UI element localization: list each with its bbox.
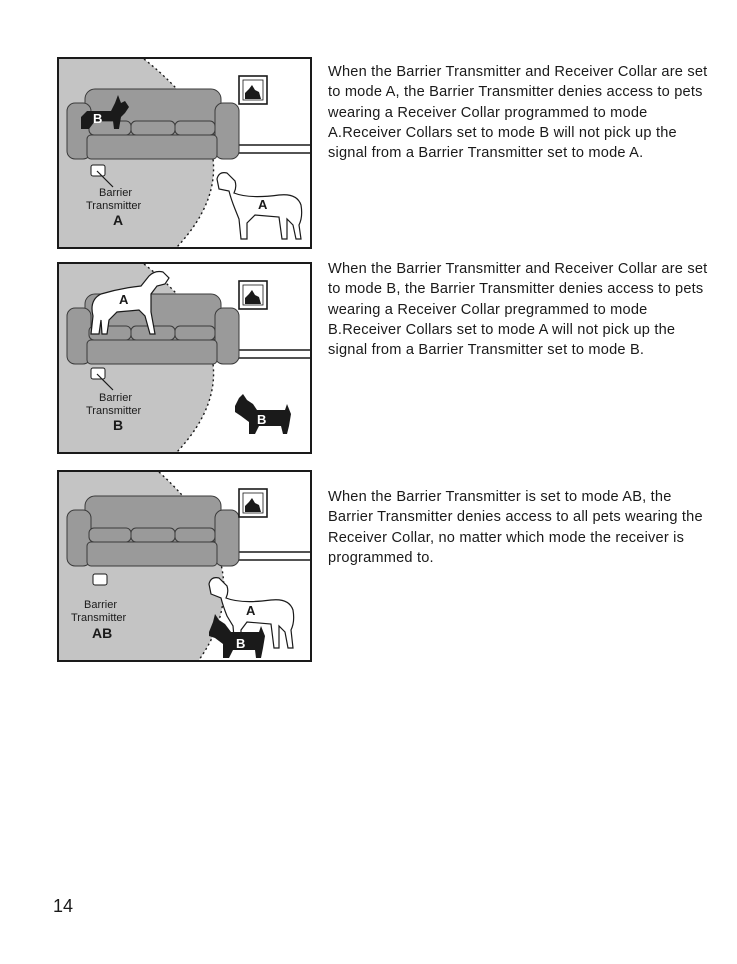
transmitter-label-line1: Barrier	[99, 187, 133, 199]
barrier-transmitter	[93, 574, 107, 585]
mode-ab-scene	[59, 472, 310, 660]
sofa	[67, 496, 239, 566]
mode-a-scene	[59, 59, 310, 247]
dog-outside	[235, 394, 291, 434]
dog-on-sofa-mode: B	[93, 111, 103, 126]
illustration-mode-ab	[57, 470, 312, 662]
illustration-mode-b	[57, 262, 312, 454]
mode-b-description: When the Barrier Transmitter and Receiver Collar are set to mode B, the Barrier Transmitter denies access to pets wearing a Receiver Collar pregrammed to mode B.Receiver Collars set to mode A will not pick up the signal from a Barrier Transmitter set to mode B.	[328, 261, 708, 359]
transmitter-mode: AB	[92, 625, 113, 641]
mode-b-scene	[59, 264, 310, 452]
transmitter-label-line2: Transmitter	[86, 405, 142, 417]
dog-small-mode: B	[236, 636, 246, 651]
transmitter-label-line2: Transmitter	[71, 612, 127, 624]
transmitter-label-line1: Barrier	[84, 599, 118, 611]
wall-picture	[239, 281, 267, 309]
dog-outside-mode: B	[257, 412, 267, 427]
transmitter-label-line2: Transmitter	[86, 200, 142, 212]
dog-outside	[217, 173, 302, 239]
dog-large-mode: A	[246, 603, 256, 618]
transmitter-label-line1: Barrier	[99, 392, 133, 404]
wall-picture	[239, 76, 267, 104]
mode-a-description: When the Barrier Transmitter and Receiver Collar are set to mode A, the Barrier Transmitter denies access to pets wearing a Receiver Collar programmed to mode A.Receiver Collars set to mode B will not pick up the signal from a Barrier Transmitter set to mode A.	[328, 64, 708, 162]
mode-ab-description: When the Barrier Transmitter is set to mode AB, the Barrier Transmitter denies access to all pets wearing the Receiver Collar, no matter which mode the receiver is programmed to.	[328, 489, 703, 566]
transmitter-mode: B	[113, 417, 124, 433]
page-number: 14	[53, 896, 74, 916]
transmitter-mode: A	[113, 212, 124, 228]
illustration-mode-a	[57, 57, 312, 249]
dog-outside-mode: A	[258, 197, 268, 212]
wall-picture	[239, 489, 267, 517]
dog-on-sofa-mode: A	[119, 292, 129, 307]
